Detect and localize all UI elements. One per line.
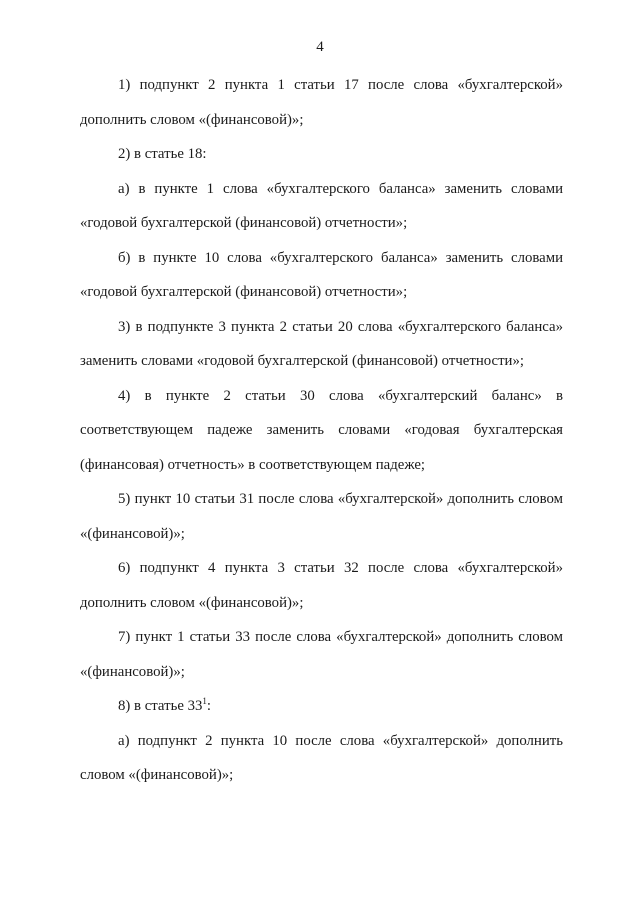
paragraph-8 [80, 689, 563, 724]
page-number: 4 [316, 39, 324, 55]
paragraph-1: 1) подпункт 2 пункта 1 статьи 17 после слова «бухгалтерской» дополнить словом «(финансовой)»; [80, 77, 563, 128]
paragraph-5: 5) пункт 10 статьи 31 после слова «бухгалтерской» дополнить словом «(финансовой)»; [80, 491, 563, 542]
paragraph-3: 3) в подпункте 3 пункта 2 статьи 20 слова «бухгалтерского баланса» заменить словами «годовой бухгалтерской (финансовой) отчетности»; [80, 318, 563, 369]
paragraph-2a: а) в пункте 1 слова «бухгалтерского баланса» заменить словами «годовой бухгалтерской (финансовой) отчетности»; [80, 180, 563, 231]
paragraph-6: 6) подпункт 4 пункта 3 статьи 32 после слова «бухгалтерской» дополнить словом «(финансовой)»; [80, 560, 563, 611]
paragraph-2: 2) в статье 18: [118, 146, 207, 162]
paragraph-7: 7) пункт 1 статьи 33 после слова «бухгалтерской» дополнить словом «(финансовой)»; [80, 629, 563, 680]
paragraph-2b: б) в пункте 10 слова «бухгалтерского баланса» заменить словами «годовой бухгалтерской (финансовой) отчетности»; [80, 249, 563, 300]
document-body [80, 68, 563, 793]
paragraph-4: 4) в пункте 2 статьи 30 слова «бухгалтерский баланс» в соответствующем падеже заменить словами «годовая бухгалтерская (финансовая) отчетность» в соответствующем падеже; [80, 387, 563, 473]
paragraph-8-prefix: 8) в статье 33 [118, 698, 203, 714]
paragraph-8a: а) подпункт 2 пункта 10 после слова «бухгалтерской» дополнить словом «(финансовой)»; [80, 732, 563, 783]
paragraph-8-suffix: : [206, 698, 212, 714]
paragraph-8-superscript: 1 [202, 696, 207, 707]
